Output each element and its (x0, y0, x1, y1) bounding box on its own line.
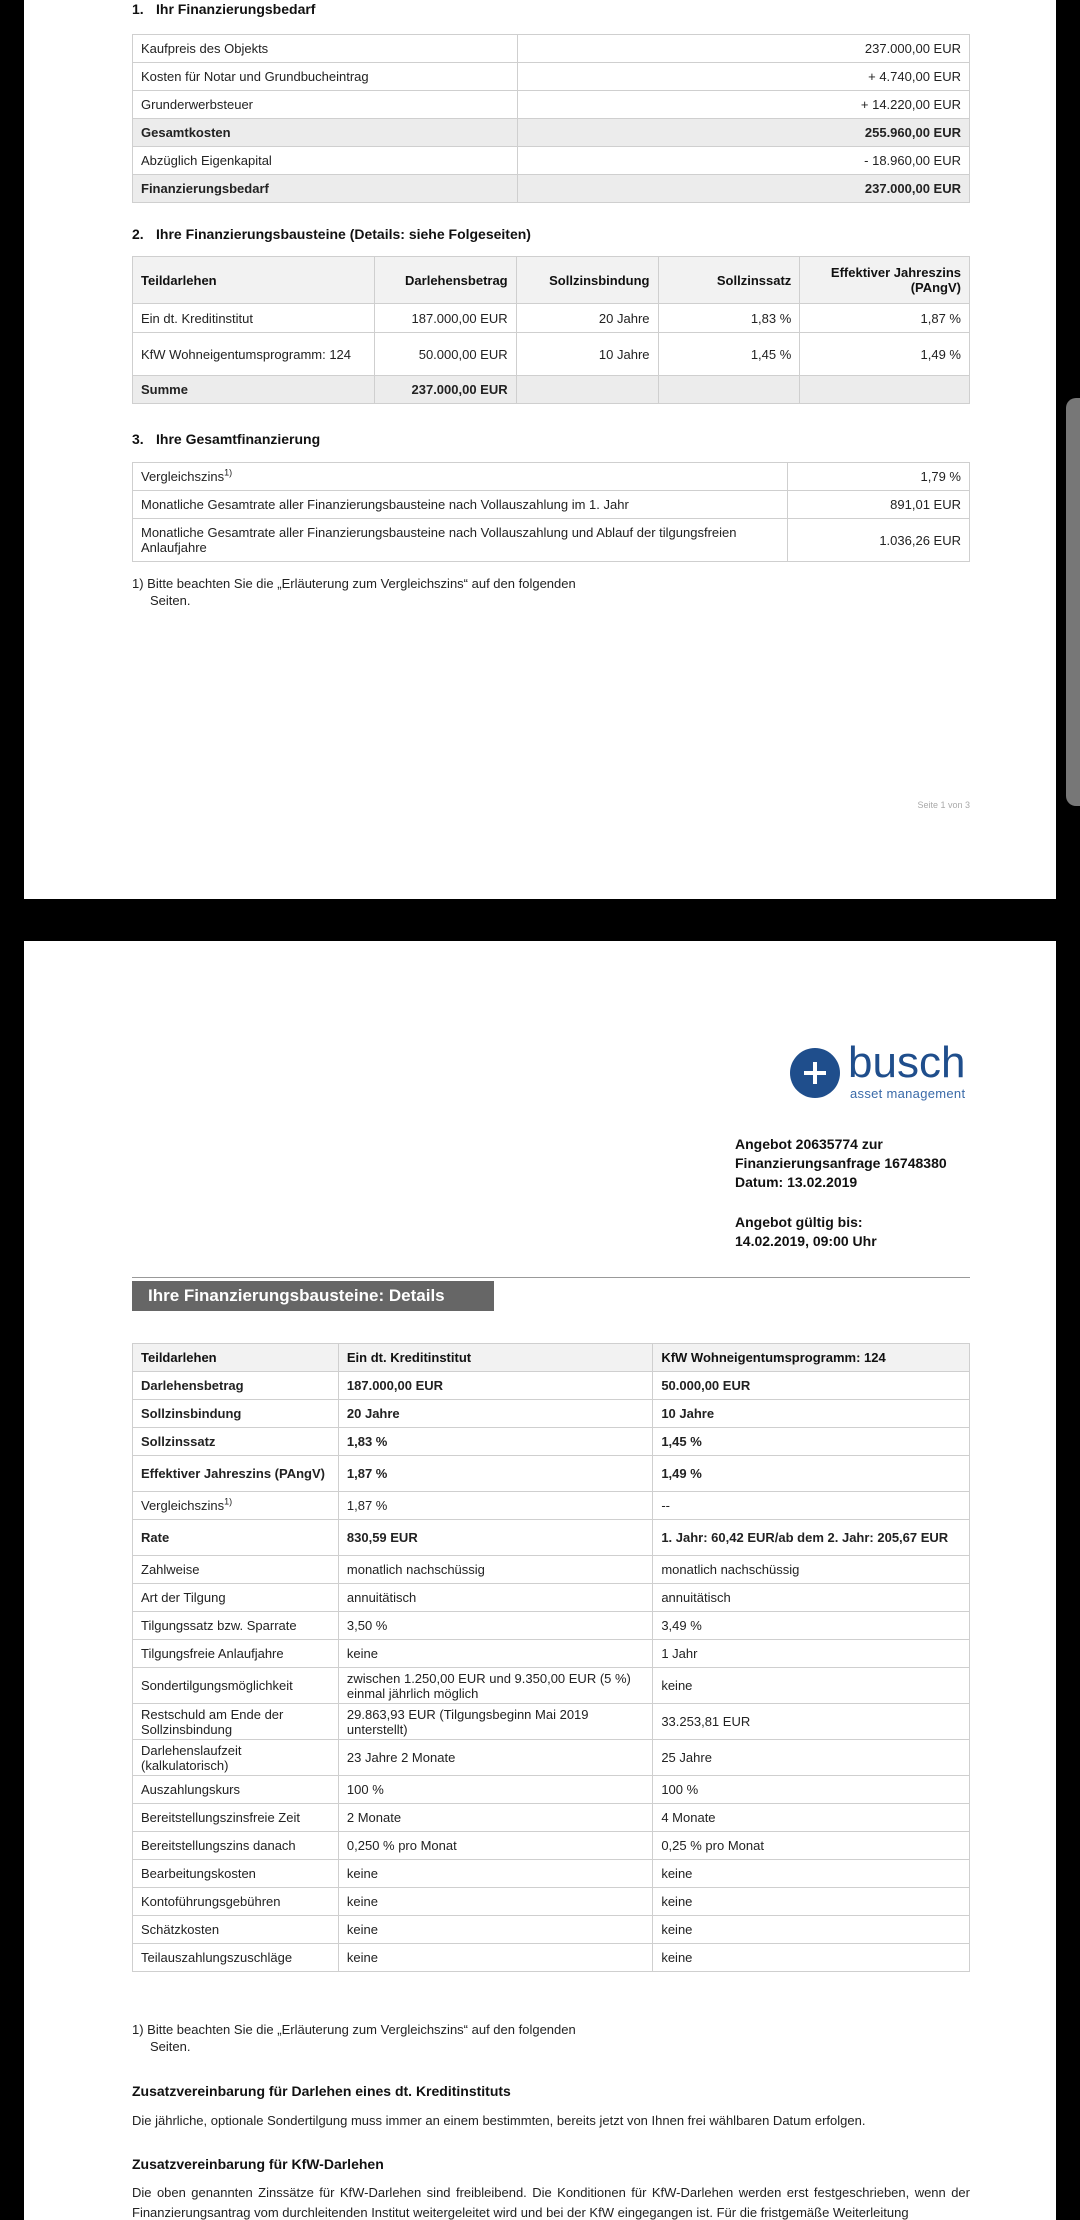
table-row: Auszahlungskurs 100 % 100 % (133, 1776, 970, 1804)
addendum-2-title: Zusatzvereinbarung für KfW-Darlehen (132, 2156, 384, 2172)
table-row: Grunderwerbsteuer + 14.220,00 EUR (133, 91, 970, 119)
offer-validity: Angebot gültig bis: 14.02.2019, 09:00 Uhr (735, 1214, 877, 1249)
table-row: Tilgungsfreie Anlaufjahre keine 1 Jahr (133, 1640, 970, 1668)
document-page-1 (24, 0, 1056, 899)
footnote: 1) Bitte beachten Sie die „Erläuterung zum Vergleichszins“ auf den folgenden Seiten. (132, 576, 576, 608)
table-row: Sondertilgungsmöglichkeit zwischen 1.250,00 EUR und 9.350,00 EUR (5 %) einmal jährlich möglich keine (133, 1668, 970, 1704)
table-row: Restschuld am Ende der Sollzinsbindung 29.863,93 EUR (Tilgungsbeginn Mai 2019 unterstellt) 33.253,81 EUR (133, 1704, 970, 1740)
table-row: Schätzkosten keine keine (133, 1916, 970, 1944)
building-blocks-table (132, 256, 970, 404)
page-number: Seite 1 von 3 (917, 800, 970, 810)
company-logo: busch asset management (790, 1044, 990, 1104)
table-row: Monatliche Gesamtrate aller Finanzierungsbausteine nach Vollauszahlung und Ablauf der tilgungsfreien Anlaufjahre 1.036,26 EUR (133, 519, 970, 562)
table-row: Effektiver Jahreszins (PAngV) 1,87 % 1,49 % (133, 1456, 970, 1492)
details-table (132, 1343, 970, 1972)
table-row: Tilgungssatz bzw. Sparrate 3,50 % 3,49 % (133, 1612, 970, 1640)
section-banner: Ihre Finanzierungsbausteine: Details (132, 1281, 494, 1311)
table-header-row: Teildarlehen Ein dt. Kreditinstitut KfW Wohneigentumsprogramm: 124 (133, 1344, 970, 1372)
table-row: Art der Tilgung annuitätisch annuitätisch (133, 1584, 970, 1612)
table-row: Darlehenslaufzeit (kalkulatorisch) 23 Jahre 2 Monate 25 Jahre (133, 1740, 970, 1776)
total-financing-table (132, 462, 970, 562)
table-row: Sollzinsbindung 20 Jahre 10 Jahre (133, 1400, 970, 1428)
divider (132, 1277, 970, 1278)
table-row: Kontoführungsgebühren keine keine (133, 1888, 970, 1916)
section-3-title: 3. Ihre Gesamtfinanzierung (132, 431, 321, 447)
table-row: Vergleichszins$^{1)}$ 1,79 % (133, 463, 970, 491)
table-row: Bearbeitungskosten keine keine (133, 1860, 970, 1888)
plus-icon (790, 1048, 840, 1098)
addendum-1-title: Zusatzvereinbarung für Darlehen eines dt. Kreditinstituts (132, 2083, 511, 2099)
document-page-2 (24, 941, 1056, 2220)
table-row: Teilauszahlungszuschläge keine keine (133, 1944, 970, 1972)
addendum-2-text: Die oben genannten Zinssätze für KfW-Darlehen sind freibleibend. Die Konditionen für KfW-Darlehen werden erst festgeschrieben, wenn der Finanzierungsantrag vom durchleitenden Institut weitergeleitet wird und bei der KfW eingegangen ist. Für die fristgemäße Weiterleitung (132, 2185, 970, 2220)
table-row-total: Gesamtkosten 255.960,00 EUR (133, 119, 970, 147)
table-row: Vergleichszins$^{1)}$ 1,87 % -- (133, 1492, 970, 1520)
table-row: Bereitstellungszinsfreie Zeit 2 Monate 4 Monate (133, 1804, 970, 1832)
table-row: Kosten für Notar und Grundbucheintrag + 4.740,00 EUR (133, 63, 970, 91)
section-1-title: 1. Ihr Finanzierungsbedarf (132, 1, 316, 17)
table-row: KfW Wohneigentumsprogramm: 124 50.000,00 EUR 10 Jahre 1,45 % 1,49 % (133, 333, 970, 376)
table-row: Rate 830,59 EUR 1. Jahr: 60,42 EUR/ab dem 2. Jahr: 205,67 EUR (133, 1520, 970, 1556)
table-row: Bereitstellungszins danach 0,250 % pro Monat 0,25 % pro Monat (133, 1832, 970, 1860)
table-row: Kaufpreis des Objekts 237.000,00 EUR (133, 35, 970, 63)
table-row: Abzüglich Eigenkapital - 18.960,00 EUR (133, 147, 970, 175)
addendum-1-text: Die jährliche, optionale Sondertilgung muss immer an einem bestimmten, bereits jetzt von Ihnen frei wählbaren Datum erfolgen. (132, 2113, 866, 2128)
table-row: Sollzinssatz 1,83 % 1,45 % (133, 1428, 970, 1456)
table-row-total: Finanzierungsbedarf 237.000,00 EUR (133, 175, 970, 203)
section-2-title: 2. Ihre Finanzierungsbausteine (Details: siehe Folgeseiten) (132, 226, 531, 242)
table-row-sum: Summe 237.000,00 EUR (133, 376, 970, 404)
table-row: Zahlweise monatlich nachschüssig monatlich nachschüssig (133, 1556, 970, 1584)
table-row: Darlehensbetrag 187.000,00 EUR 50.000,00 EUR (133, 1372, 970, 1400)
table-row: Monatliche Gesamtrate aller Finanzierungsbausteine nach Vollauszahlung im 1. Jahr 891,01 EUR (133, 491, 970, 519)
offer-info: Angebot 20635774 zur Finanzierungsanfrage 16748380 Datum: 13.02.2019 (735, 1136, 947, 1190)
financing-need-table (132, 34, 970, 203)
scrollbar-handle[interactable] (1066, 398, 1080, 806)
table-header-row: Teildarlehen Darlehensbetrag Sollzinsbindung Sollzinssatz Effektiver Jahreszins (PAngV) (133, 257, 970, 304)
table-row: Ein dt. Kreditinstitut 187.000,00 EUR 20 Jahre 1,83 % 1,87 % (133, 304, 970, 333)
footnote: 1) Bitte beachten Sie die „Erläuterung zum Vergleichszins“ auf den folgenden Seiten. (132, 2022, 576, 2054)
